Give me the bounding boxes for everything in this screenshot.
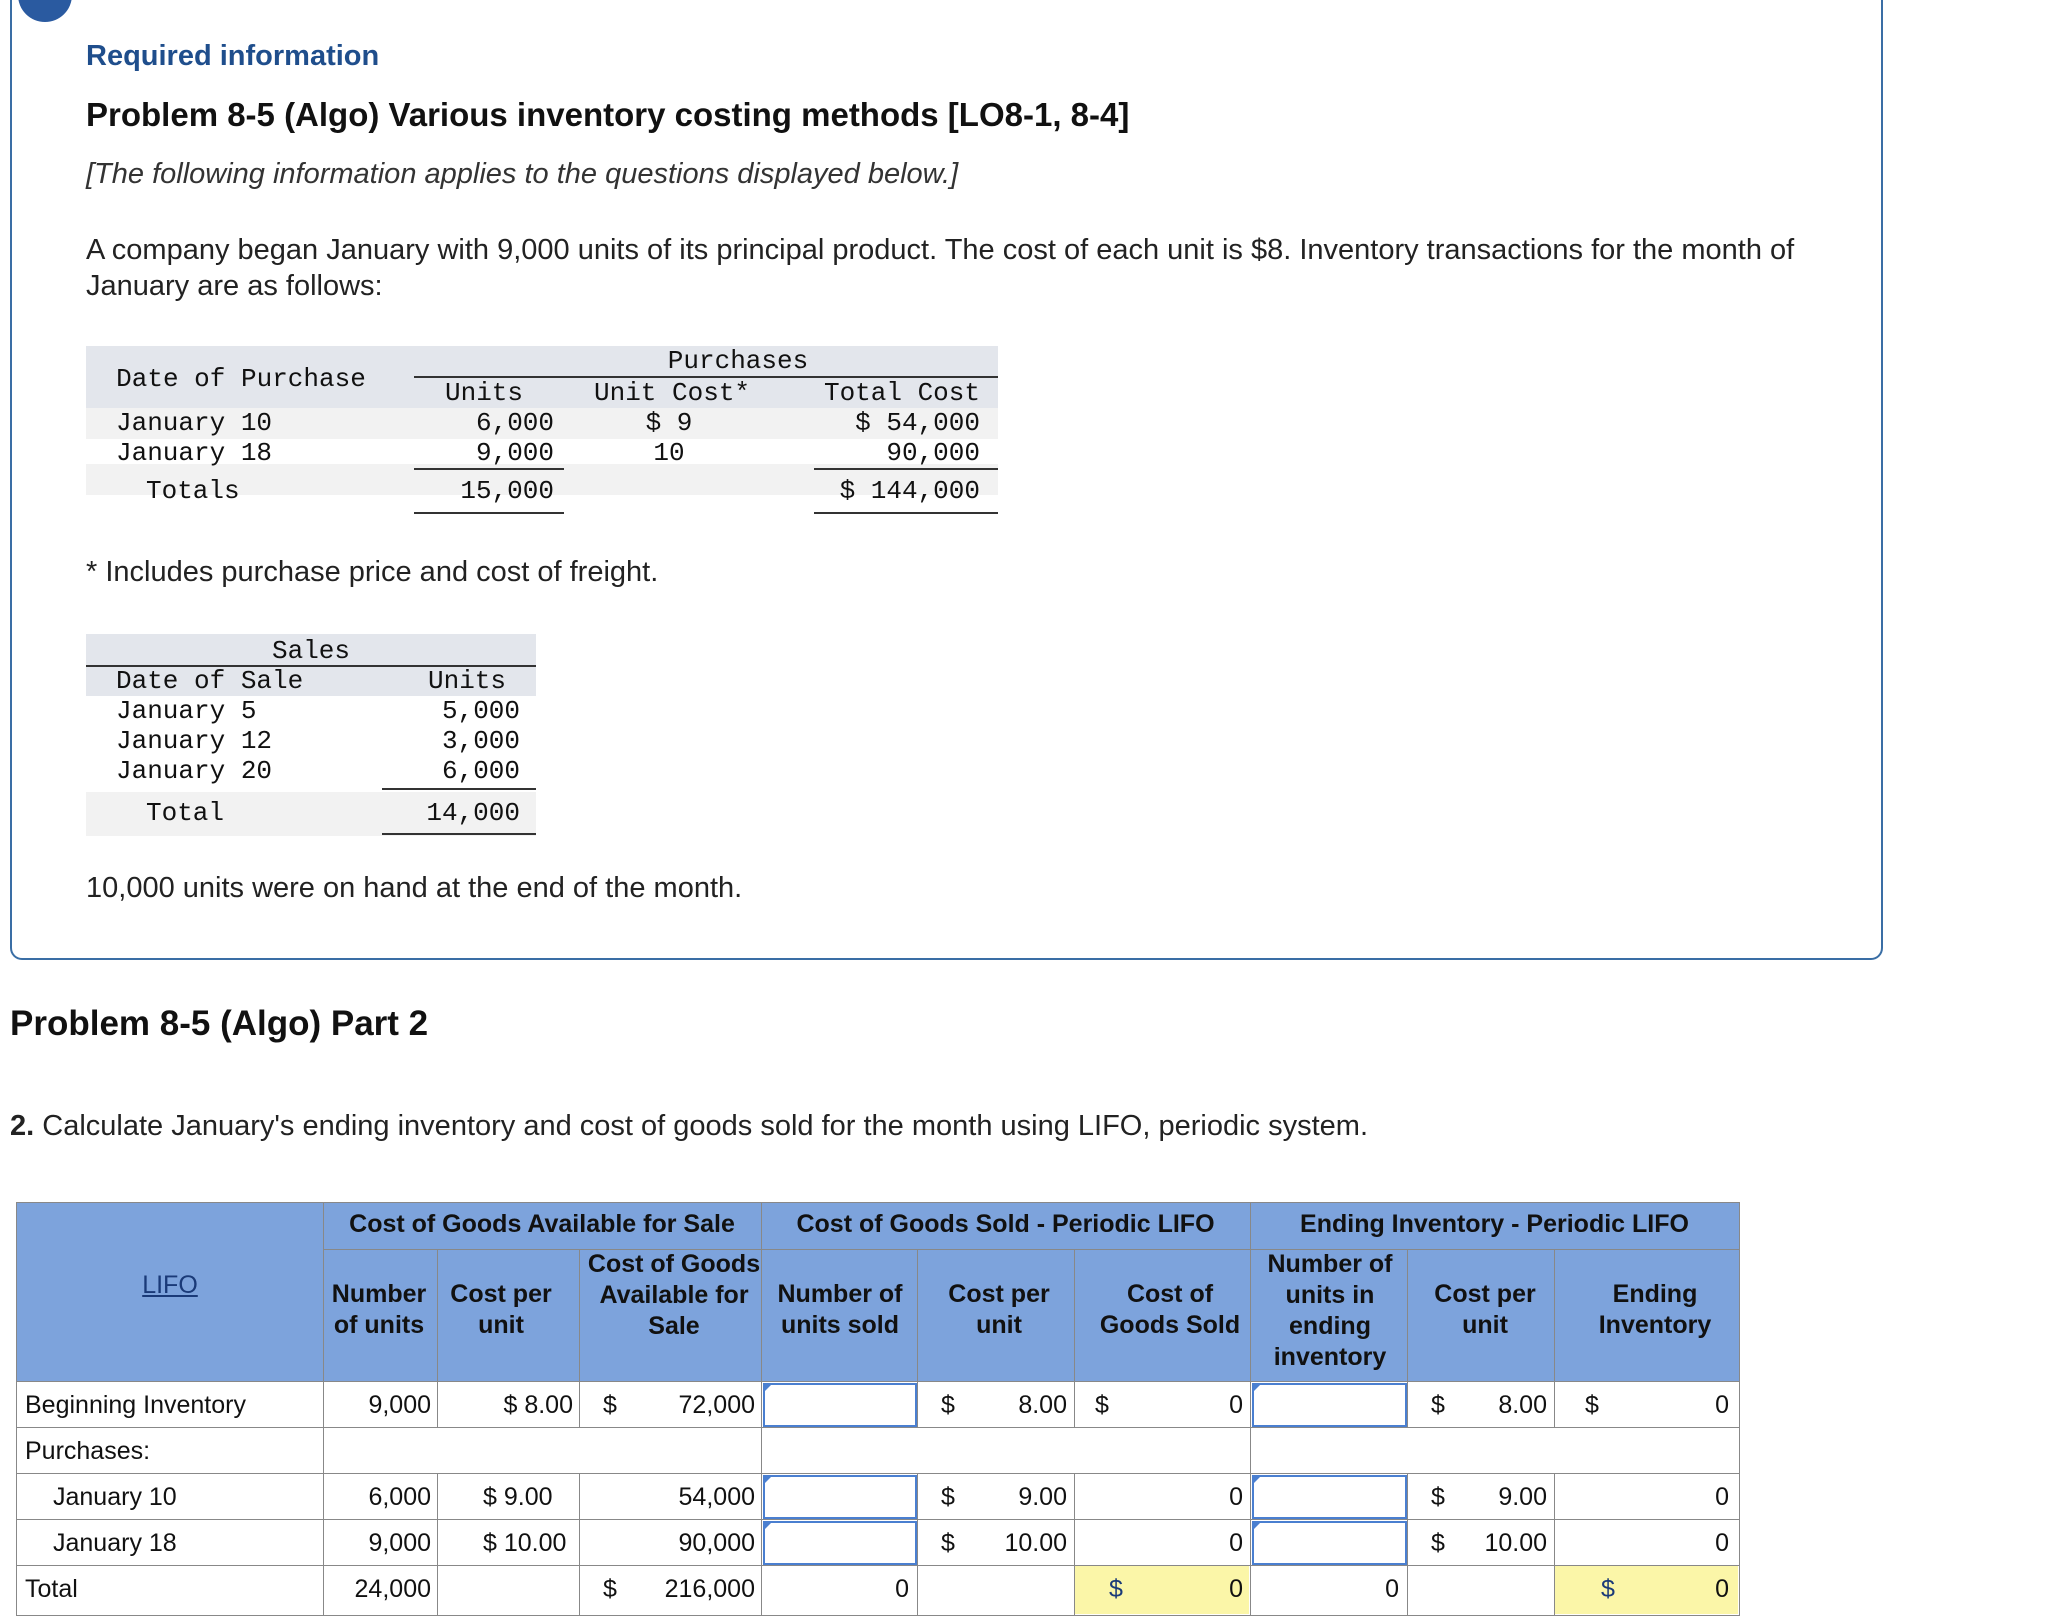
problem-title: Problem 8-5 (Algo) Various inventory costing methods [LO8-1, 8-4] <box>86 96 1130 133</box>
grid-line <box>17 1519 1739 1520</box>
ending-cpu-jan10: 9.00 <box>1498 1483 1547 1511</box>
purchase-units: 6,000 <box>475 408 554 438</box>
cogs-jan10: 0 <box>1229 1483 1243 1511</box>
grid-line <box>323 1249 1739 1250</box>
question-number: 2. <box>10 1110 35 1142</box>
group-ending-lifo: Ending Inventory - Periodic LIFO <box>1300 1210 1689 1238</box>
ending-beginning: 0 <box>1715 1391 1729 1419</box>
units-sold-input-jan18[interactable] <box>763 1521 917 1565</box>
purchase-date: January 10 <box>116 408 273 438</box>
h-ending-inventory: Ending Inventory <box>1598 1280 1712 1339</box>
ending-cpu-beginning: 8.00 <box>1498 1391 1547 1419</box>
row-label-beginning: Beginning Inventory <box>25 1391 246 1419</box>
row-label-purchases: Purchases: <box>25 1437 151 1465</box>
grid-line <box>17 1381 1739 1382</box>
ending-dollar: $ <box>1431 1529 1445 1557</box>
grid-line <box>1074 1249 1075 1427</box>
h-cost-per-unit-ending: Cost per unit <box>1434 1280 1536 1339</box>
group-cogs-lifo: Cost of Goods Sold - Periodic LIFO <box>796 1210 1215 1238</box>
purchases-table <box>86 346 998 516</box>
ending-units-input-jan18[interactable] <box>1252 1521 1407 1565</box>
col-unit-cost: Unit Cost* <box>594 378 751 408</box>
applies-note: [The following information applies to the questions displayed below.] <box>86 158 959 190</box>
total-available: 216,000 <box>664 1575 755 1603</box>
ending-units-input-beginning[interactable] <box>1252 1383 1407 1427</box>
required-information-heading: Required information <box>86 40 380 72</box>
grid-line <box>437 1473 438 1615</box>
sales-group-label: Sales <box>271 636 350 666</box>
h-cost-per-unit: Cost per unit <box>450 1280 552 1339</box>
h-units-ending-inventory: Number of units in ending inventory <box>1267 1250 1393 1371</box>
question-text: Calculate January's ending inventory and cost of goods sold for the month using LIFO, periodic system. <box>42 1110 1368 1142</box>
cogs-total-dollar: $ <box>1109 1575 1123 1603</box>
sale-units: 3,000 <box>441 726 520 756</box>
ending-dollar: $ <box>1585 1391 1599 1419</box>
jan18-cost: $ 10.00 <box>483 1529 567 1557</box>
row-label-jan18: January 18 <box>53 1529 177 1557</box>
beginning-available: 72,000 <box>678 1391 755 1419</box>
beginning-dollar: $ <box>603 1391 617 1419</box>
part2-question <box>10 1110 1368 1143</box>
col-units: Units <box>444 378 523 408</box>
col-total-cost: Total Cost <box>823 378 980 408</box>
units-sold-input-beginning[interactable] <box>763 1383 917 1427</box>
grid-line <box>917 1249 918 1427</box>
cogs-total: 0 <box>1229 1575 1243 1603</box>
beginning-units: 9,000 <box>368 1391 431 1419</box>
col-date-of-sale: Date of Sale <box>116 666 304 696</box>
jan10-cost: $ 9.00 <box>483 1483 553 1511</box>
grid-line <box>579 1249 580 1427</box>
grid-line <box>579 1473 580 1615</box>
footnote: * Includes purchase price and cost of freight. <box>86 556 659 588</box>
purchase-total: 90,000 <box>886 438 980 468</box>
row-label-jan10: January 10 <box>53 1483 177 1511</box>
totals-cost: $ 144,000 <box>839 476 980 506</box>
h-cost-per-unit-cogs: Cost per unit <box>948 1280 1050 1339</box>
col-sales-units: Units <box>427 666 506 696</box>
grid-line <box>1407 1473 1408 1615</box>
ending-dollar: $ <box>1431 1483 1445 1511</box>
group-cost-available: Cost of Goods Available for Sale <box>349 1210 735 1238</box>
grid-line <box>917 1473 918 1615</box>
cogs-cpu-beginning: 8.00 <box>1018 1391 1067 1419</box>
sales-total-units: 14,000 <box>426 798 520 828</box>
ending-units-input-jan10[interactable] <box>1252 1475 1407 1519</box>
cost-total-rule <box>814 512 998 514</box>
purchase-date: January 18 <box>116 438 273 468</box>
sale-units: 6,000 <box>441 756 520 786</box>
ending-cpu-jan18: 10.00 <box>1484 1529 1547 1557</box>
sales-subtotal-rule <box>382 788 536 790</box>
ending-total-dollar: $ <box>1601 1575 1615 1603</box>
ending-jan18: 0 <box>1715 1529 1729 1557</box>
corner-badge-icon <box>18 0 72 22</box>
units-subtotal-rule <box>414 468 564 470</box>
cogs-dollar: $ <box>941 1483 955 1511</box>
row-label-total: Total <box>25 1575 78 1603</box>
lifo-worksheet <box>16 1202 1740 1616</box>
sales-total-rule <box>382 833 536 835</box>
grid-line <box>17 1565 1739 1566</box>
cogs-dollar: $ <box>941 1529 955 1557</box>
sale-units: 5,000 <box>441 696 520 726</box>
purchases-group-label: Purchases <box>667 346 809 376</box>
beginning-cost: $ 8.00 <box>503 1391 573 1419</box>
cogs-dollar: $ <box>941 1391 955 1419</box>
cogs-cpu-jan18: 10.00 <box>1004 1529 1067 1557</box>
cogs-beginning: 0 <box>1229 1391 1243 1419</box>
jan10-available: 54,000 <box>678 1483 755 1511</box>
grid-line <box>17 1427 1739 1428</box>
ending-jan10: 0 <box>1715 1483 1729 1511</box>
total-units-sold: 0 <box>895 1575 909 1603</box>
grid-line <box>1407 1249 1408 1427</box>
grid-line <box>17 1473 1739 1474</box>
sale-date: January 5 <box>116 696 257 726</box>
jan10-units: 6,000 <box>368 1483 431 1511</box>
h-cost-goods-available: Cost of Goods Available for Sale <box>587 1250 761 1340</box>
totals-label: Totals <box>146 476 240 506</box>
sales-table <box>86 632 536 837</box>
grid-line <box>1250 1203 1251 1615</box>
totals-units: 15,000 <box>460 476 554 506</box>
sales-total-label: Total <box>146 798 225 828</box>
cogs-dollar: $ <box>1095 1391 1109 1419</box>
units-sold-input-jan10[interactable] <box>763 1475 917 1519</box>
cost-subtotal-rule <box>814 468 998 470</box>
sale-date: January 12 <box>116 726 273 756</box>
part2-title: Problem 8-5 (Algo) Part 2 <box>10 1004 429 1043</box>
cogs-cpu-jan10: 9.00 <box>1018 1483 1067 1511</box>
total-units: 24,000 <box>354 1575 431 1603</box>
h-number-units-sold: Number of units sold <box>777 1280 903 1339</box>
sale-date: January 20 <box>116 756 273 786</box>
cogs-jan18: 0 <box>1229 1529 1243 1557</box>
purchase-units: 9,000 <box>475 438 554 468</box>
ending-total: 0 <box>1715 1575 1729 1603</box>
h-number-of-units: Number of units <box>331 1280 427 1339</box>
jan18-units: 9,000 <box>368 1529 431 1557</box>
lifo-link[interactable]: LIFO <box>142 1271 198 1299</box>
col-date-of-purchase: Date of Purchase <box>116 364 366 394</box>
ending-total-units: 0 <box>1385 1575 1399 1603</box>
jan18-available: 90,000 <box>678 1529 755 1557</box>
grid-line <box>1554 1249 1555 1427</box>
units-on-hand-note: 10,000 units were on hand at the end of the month. <box>86 872 743 904</box>
intro-paragraph: A company began January with 9,000 units of its principal product. The cost of each unit is $8. Inventory transactions for the month of January are as follows: <box>86 234 1795 302</box>
units-total-rule <box>414 512 564 514</box>
h-cost-of-goods-sold: Cost of Goods Sold <box>1099 1280 1241 1339</box>
purchase-unit-cost: 10 <box>653 438 685 468</box>
grid-line <box>761 1203 762 1615</box>
purchase-total: $ 54,000 <box>855 408 980 438</box>
total-dollar: $ <box>603 1575 617 1603</box>
purchase-unit-cost: $ 9 <box>645 408 693 438</box>
ending-dollar: $ <box>1431 1391 1445 1419</box>
